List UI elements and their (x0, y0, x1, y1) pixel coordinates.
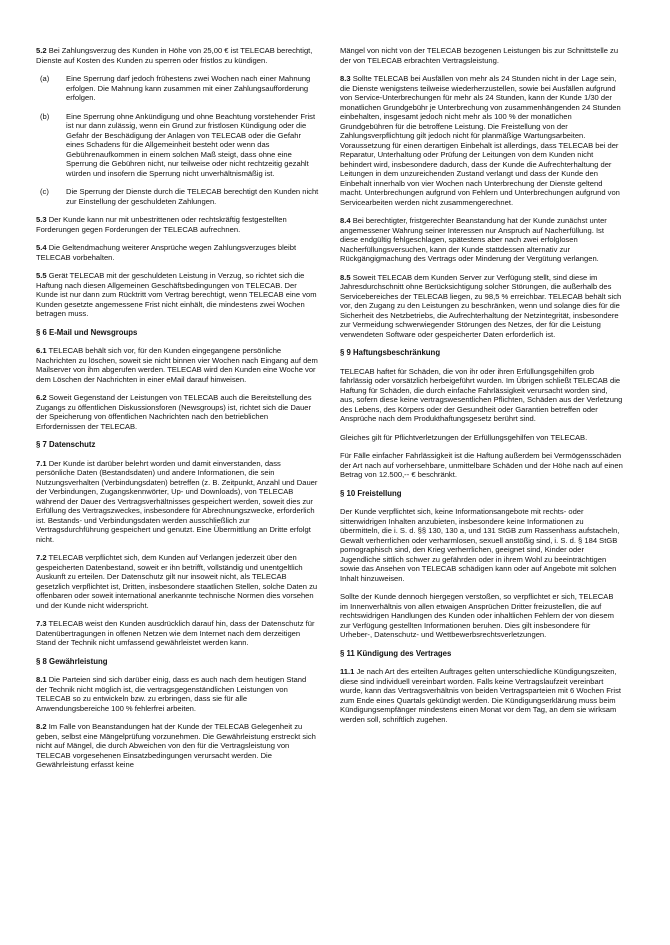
heading-section-8: § 8 Gewährleistung (36, 656, 108, 666)
paragraph-5-2: 5.2 Bei Zahlungsverzug des Kunden in Höhe von 25,00 € ist TELECAB berechtigt, Dienste auf Kosten des Kunden zu sperren oder fristlos zu kündigen. (36, 46, 313, 65)
list-item-b: (b) Eine Sperrung ohne Ankündigung und ohne Beachtung vorstehender Frist ist nur dann zulässig, wenn ein Grund zur fristlosen Kündigung oder die Gefahr der Beschädigung der Anlagen von TELECAB oder die Gefahr eines Schadens für die Allgemeinheit besteht oder wenn das Gebührenaufkommen in einem solchen Maß steigt, dass ohne eine Sperrung die Gebühren nicht, nur teilweise oder nicht rechtzeitig gezahlt würden und insofern die Sperrung nicht unverhältnismäßig ist. (40, 111, 316, 178)
list-item-a: (a) Eine Sperrung darf jedoch frühestens zwei Wochen nach einer Mahnung erfolgen. Die Mahnung kann zusammen mit einer Zahlungsaufforderung erfolgen. (40, 74, 311, 102)
paragraph-10-1: Der Kunde verpflichtet sich, keine Informationsangebote mit rechts- oder sittenwidrigen Inhalten anzubieten, insbesondere keine Informationen zu übermitteln, die i. S. d. §§ 130, 130 a, und 131 StGB zum Rassenhass aufstacheln, Gewalt verherrlichen oder verharmlosen, sexuell anstößig sind, i. S. d. § 184 StGB pornographisch sind, den Krieg verherrlichen, geeignet sind, Kinder oder Jugendliche sittlich schwer zu gefährden oder in ihrem Wohl zu beeinträchtigen sowie das Ansehen von TELECAB schädigen kann oder auf Angebote mit solchen Inhalt hinzuweisen. (340, 507, 620, 583)
paragraph-8-4: 8.4 Bei berechtigter, fristgerechter Beanstandung hat der Kunde zunächst unter angemessener Wahrung seiner Interessen nur Anspruch auf Nacherfüllung. Ist diese endgültig fehlgeschlagen, spätestens aber nach zwei erfolglosen Nacherfüllungsversuchen, kann der Kunde stattdessen alternativ zur Rückgängigmachung des Vertrags oder Minderung der Vergütung verlangen. (340, 216, 607, 263)
heading-section-9: § 9 Haftungsbeschränkung (340, 348, 441, 357)
paragraph-10-2: Sollte der Kunde dennoch hiergegen verstoßen, so verpflichtet er sich, TELECAB im Innenverhältnis von allen etwaigen Ansprüchen Dritter freizustellen, die auf rechtswidrigen Handlungen des Kunden oder inhaltlichen Fehlern der von diesem zur Verfügung gestellten Informationen beruhen. Dies gilt insbesondere für Urheber-, Datenschutz- und Wettbewerbsrechtsverletzungen. (340, 592, 614, 639)
paragraph-7-2: 7.2 TELECAB verpflichtet sich, dem Kunden auf Verlangen jederzeit über den gespeicherten Datenbestand, soweit er ihn betrifft, vollständig und unentgeltlich Auskunft zu erteilen. Der Datenschutz gilt nur insoweit nicht, als TELECAB gesetzlich verpflichtet ist, Dritten, insbesondere staatlichen Stellen, solche Daten zu offenbaren oder soweit international anerkannte technische Normen dies vorsehen und der Kunde nicht widerspricht. (36, 553, 318, 610)
paragraph-6-1: 6.1 TELECAB behält sich vor, für den Kunden eingegangene persönliche Nachrichten zu löschen, soweit sie nicht binnen vier Wochen nach Eingang auf dem Mailserver von ihm abgerufen werden. TELECAB wird den Kunden eine Woche vor dem Löschen der Nachrichten in einer eMail darauf hinweisen. (36, 346, 318, 384)
paragraph-8-3: 8.3 Sollte TELECAB bei Ausfällen von mehr als 24 Stunden nicht in der Lage sein, die Dienste wenigstens teilweise wiederherzustellen, sowie bei Ausfällen aufgrund von Service-Unterbrechungen für mehr als 24 Stunden, kann der Kunde 1/30 der monatlichen Grundgebühr je Unterbrechung von zusammenhängenden 24 Stunden einbehalten, insgesamt jedoch nicht mehr als 100 % der monatlichen Grundgebühren für die betroffene Leistung. Die Freistellung von der Zahlungsverpflichtung gilt jedoch nicht für planmäßige Wartungsarbeiten. Voraussetzung für einen derartigen Einbehalt ist allerdings, dass TELECAB bei der Reparatur, Unterhaltung oder Prüfung der Leitungen von dem Kunden nicht behindert wird, insbesondere dadurch, dass der Kunde die Aufrechterhaltung der Leitungen in dem unzureichenden Zustand verlangt und dass der Kunde den Einbehalt innerhalb von vier Wochen nach Unterbrechung der Dienste geltend macht. Unterbrechungen aufgrund von Fehlern und Unterbrechungen aufgrund von Servicearbeiten werden nicht zusammengerechnet. (340, 74, 621, 207)
paragraph-7-3: 7.3 TELECAB weist den Kunden ausdrücklich darauf hin, dass der Datenschutz für Datenübertragungen in offenen Netzen wie dem Internet nach dem derzeitigen Stand der Technik nicht umfassend gewährleistet werden kann. (36, 619, 315, 647)
heading-section-7: § 7 Datenschutz (36, 440, 96, 449)
paragraph-8-2: 8.2 Im Falle von Beanstandungen hat der Kunde der TELECAB Gelegenheit zu geben, selbst eine Mängelprüfung vorzunehmen. Die Gewährleistung erstreckt sich nicht auf Mängel, die durch Abweichen von den für die Vertragsleistung von TELECAB vorgesehenen Einsatzbedingungen verursacht werden. Die Gewährleistung erfasst keine (36, 722, 316, 769)
list-5-2 (36, 74, 319, 206)
paragraph-9-1: TELECAB haftet für Schäden, die von ihr oder ihren Erfüllungsgehilfen grob fahrlässig oder vorsätzlich herbeigeführt wurden. Im Übrigen schließt TELECAB die Haftung für Schäden, die durch einfache Fahrlässigkeit verursacht worden sind, aus, sofern diese keine vertragswesentlichen Pflichten, Schäden aus der Verletzung des Lebens, des Körpers oder der Gesundheit oder Garantien betreffen oder Ansprüche nach dem Produkthaftungsgesetz berührt sind. (340, 366, 623, 423)
paragraph-8-5: 8.5 Soweit TELECAB dem Kunden Server zur Verfügung stellt, sind diese im Jahresdurchschnitt ohne Berücksichtigung solcher Störungen, die außerhalb des Servicebereiches der TELECAB liegen, zu 98,5 % erreichbar. TELECAB behält sich vor, den Zugang zu den Leistungen zu beschränken, wenn und solange dies für die Sicherheit des Netzbetriebs, die Aufrechterhaltung der Netzintegrität, insbesondere zur Vermeidung schwerwiegender Störungen des Netzes, der für die Leistung verwendeten Software oder gespeicherter Daten erforderlich ist. (340, 272, 622, 339)
left-column (36, 46, 319, 779)
paragraph-11-1: 11.1 Je nach Art des erteilten Auftrages gelten unterschiedliche Kündigungszeiten, diese sind individuell vereinbart worden. Falls keine Vertragslaufzeit vereinbart wurde, kann das Vertragsverhältnis von beiden Vertragsparteien mit 6 Wochen Frist zum Ende eines Quartals gekündigt werden. Die Kündigungserklärung muss beim Kündigungsempfänger mindestens einen Monat vor dem Tag, an dem sie wirksam werden soll, schriftlich zugehen. (340, 667, 621, 724)
list-item-c: (c) Die Sperrung der Dienste durch die TELECAB berechtigt den Kunden nicht zur Einstellung der geschuldeten Zahlungen. (40, 187, 319, 206)
heading-section-6: § 6 E-Mail und Newsgroups (36, 327, 138, 337)
paragraph-8-2-continued: Mängel von nicht von der TELECAB bezogenen Leistungen bis zur Schnittstelle zu der von TELECAB erbrachten Vertragsleistung. (340, 46, 619, 65)
paragraph-5-3: 5.3 Der Kunde kann nur mit unbestrittenen oder rechtskräftig festgestellten Forderungen gegen Forderungen der TELECAB aufrechnen. (36, 215, 287, 234)
paragraph-6-2: 6.2 Soweit Gegenstand der Leistungen von TELECAB auch die Bereitstellung des Zugangs zu öffentlichen Diskussionsforen (Newsgroups) ist, richtet sich die Dauer der Speicherung von öffentlichen Nachrichten nach den betrieblichen Erfordernissen der TELECAB. (36, 393, 312, 431)
paragraph-7-1: 7.1 Der Kunde ist darüber belehrt worden und damit einverstanden, dass persönliche Daten (Bestandsdaten) und andere Informationen, die sein Nutzungsverhalten (Verbindungsdaten) betreffen (z. B. Zeitpunkt, Anzahl und Dauer der Verbindungen, Zugangskennwörter, Up- und Downloads), von TELECAB während der Dauer des Vertragsverhältnisses gespeichert werden, soweit dies zur Erfüllung des Vertragszweckes, insbesondere für Abrechnungszwecke, erforderlich ist. Bestands- und Verbindungsdaten werden ausschließlich zur Vertragsdurchführung gespeichert und genutzt. Eine Übermittlung an Dritte erfolgt nicht. (36, 458, 318, 544)
paragraph-8-1: 8.1 Die Parteien sind sich darüber einig, dass es auch nach dem heutigen Stand der Technik nicht möglich ist, die vertragsgegenständlichen Leistungen von TELECAB so zu entwickeln bzw. zu erbringen, dass sie für alle Anwendungsbereiche 100 % fehlerfrei arbeiten. (36, 675, 307, 713)
paragraph-5-5: 5.5 Gerät TELECAB mit der geschuldeten Leistung in Verzug, so richtet sich die Haftung nach diesen Allgemeinen Geschäftsbedingungen von TELECAB. Der Kunde ist nur dann zum Rücktritt vom Vertrag berechtigt, wenn TELECAB eine vom Kunden gesetzte angemessene Frist nicht einhält, die mindestens zwei Wochen betragen muss. (36, 271, 317, 318)
paragraph-9-3: Für Fälle einfacher Fahrlässigkeit ist die Haftung außerdem bei Vermögensschäden der Art nach auf vorhersehbare, unmittelbare Schäden und der Höhe nach auf einen Betrag von 12.500,-- € beschränkt. (340, 451, 623, 479)
paragraph-9-2: Gleiches gilt für Pflichtverletzungen der Erfüllungsgehilfen von TELECAB. (340, 432, 588, 442)
heading-section-10: § 10 Freistellung (340, 488, 402, 498)
heading-section-11: § 11 Kündigung des Vertrages (340, 648, 452, 658)
right-column (340, 46, 623, 733)
paragraph-5-4: 5.4 Die Geltendmachung weiterer Ansprüche wegen Zahlungsverzuges bleibt TELECAB vorbehalten. (36, 243, 297, 262)
